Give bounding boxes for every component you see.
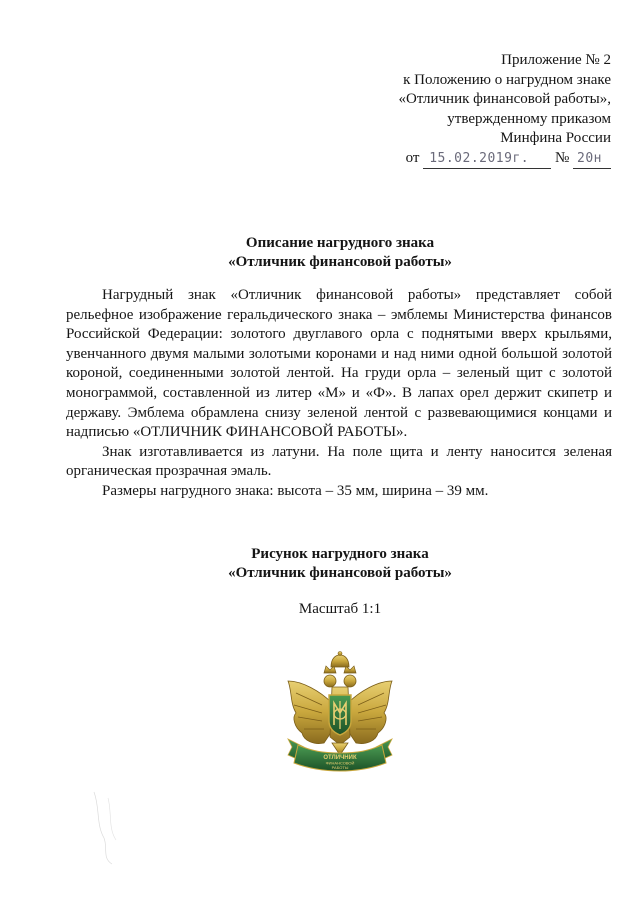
- description-title-line1: Описание нагрудного знака: [245, 235, 435, 251]
- figure-title: [60, 545, 620, 583]
- appendix-number: Приложение № 2: [501, 52, 611, 68]
- appendix-header: [398, 51, 611, 169]
- description-paragraph: Нагрудный знак «Отличник финансовой работы» представляет собой рельефное изображение геральдического знака – эмблемы Министерства финансов Российской Федерации: золотого двуглавого орла с поднятыми вверх крыльями, увенчанного двумя малыми золотыми коронами и над ними одной большой золотой короной, соединенными золотой лентой. На груди орла – зеленый щит с золотой монограммой, составленной из литер «М» и «Ф». В лапах орел держит скипетр и державу. Эмблема обрамлена снизу зеленой лентой с развевающимися концами и надписью «ОТЛИЧНИК ФИНАНСОВОЙ РАБОТЫ».: [66, 287, 612, 441]
- material-paragraph: Знак изготавливается из латуни. На поле щита и ленту наносится зеленая органическая прозрачная эмаль.: [66, 443, 612, 480]
- order-date: 15.02.2019г.: [423, 149, 551, 170]
- appendix-ministry: Минфина России: [500, 130, 611, 146]
- appendix-badge-name: «Отличник финансовой работы»,: [398, 91, 611, 107]
- appendix-reference: к Положению о нагрудном знаке: [403, 71, 611, 88]
- date-prefix: от: [405, 149, 420, 166]
- ribbon-line2: ФИНАНСОВОЙ: [325, 760, 355, 766]
- badge-image: [282, 651, 398, 772]
- figure-title-line2: «Отличник финансовой работы»: [228, 565, 452, 581]
- order-number: 20н: [573, 149, 611, 170]
- appendix-approved: утвержденному приказом: [447, 110, 611, 127]
- faint-pencil-mark-icon: [86, 788, 146, 868]
- number-prefix: №: [554, 149, 570, 166]
- ribbon-line1: ОТЛИЧНИК: [323, 755, 357, 761]
- ribbon-line3: РАБОТЫ: [331, 765, 349, 770]
- dimensions-paragraph: Размеры нагрудного знака: высота – 35 мм, ширина – 39 мм.: [102, 482, 489, 499]
- figure-scale: Масштаб 1:1: [298, 601, 382, 617]
- description-body: [66, 286, 612, 502]
- figure-title-line1: Рисунок нагрудного знака: [251, 546, 429, 562]
- order-date-line: [398, 149, 611, 170]
- description-title: [60, 234, 620, 272]
- description-title-line2: «Отличник финансовой работы»: [228, 254, 452, 270]
- eagle-emblem-icon: [282, 651, 398, 772]
